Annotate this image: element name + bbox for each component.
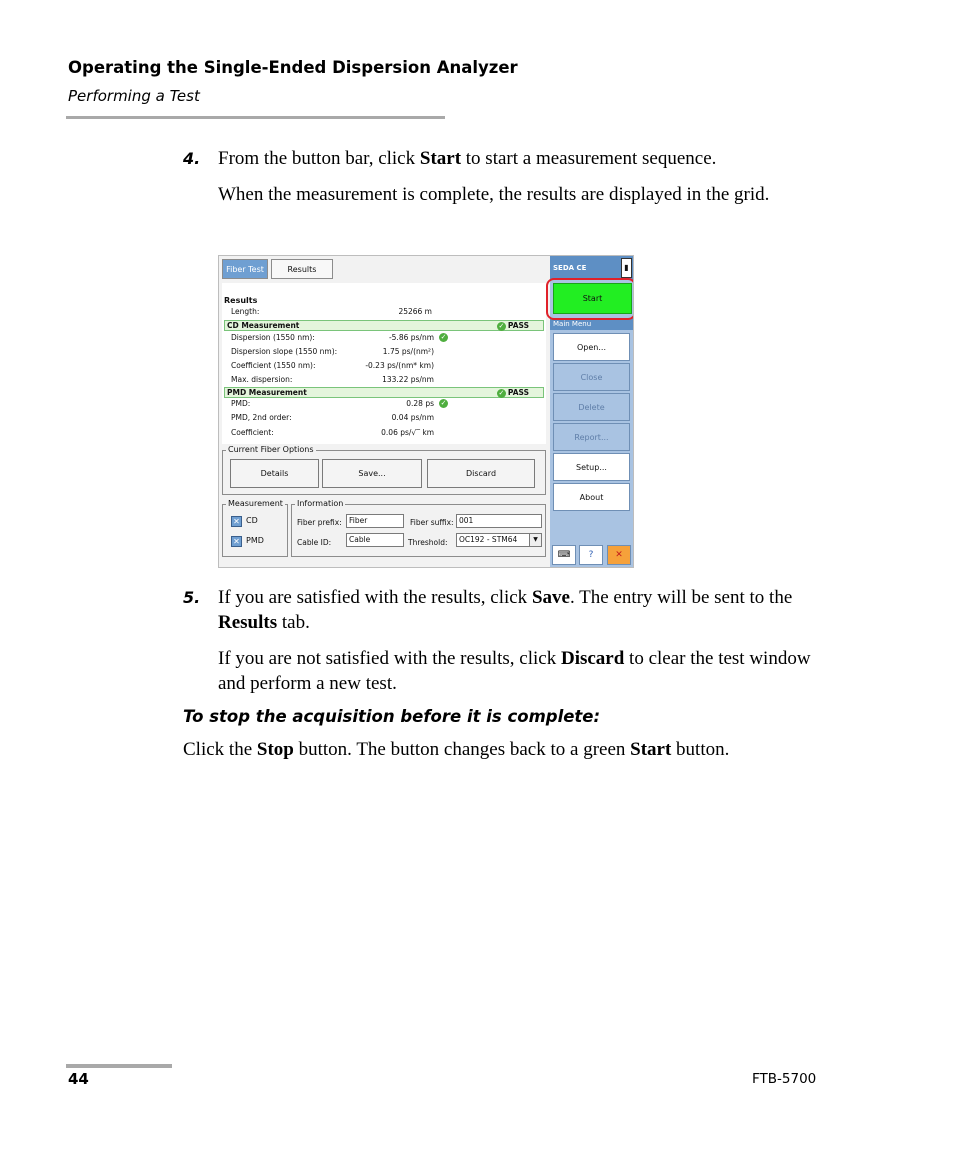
close-button[interactable]: Close: [553, 363, 630, 391]
pmd-pass-badge: ✓ PASS: [498, 388, 529, 397]
procedure-title: To stop the acquisition before it is complete:: [183, 707, 601, 726]
cd-row-label: Dispersion slope (1550 nm):: [231, 347, 338, 356]
check-icon: ✓: [440, 399, 447, 407]
cable-id-label: Cable ID:: [297, 538, 332, 547]
battery-icon: ▮: [621, 258, 632, 278]
procedure-text: Click the Stop button. The button changes back to a green Start button.: [183, 739, 730, 760]
pmd-row-value: 0.06 ps/√‾ km: [381, 428, 434, 437]
measurement-group: [222, 499, 288, 557]
step-5-number: 5.: [183, 588, 201, 607]
cd-row-value: -0.23 ps/(nm* km): [365, 361, 434, 370]
group-label: Information: [297, 499, 344, 508]
fiber-prefix-label: Fiber prefix:: [297, 518, 342, 527]
keyboard-icon[interactable]: ⌨: [552, 545, 576, 565]
header-rule: [66, 116, 445, 119]
cd-pass-badge: ✓ PASS: [498, 321, 529, 330]
start-highlight-ring: [546, 278, 634, 320]
open-button[interactable]: Open...: [553, 333, 630, 361]
exit-icon[interactable]: ✕: [607, 545, 631, 565]
check-icon: ✓: [498, 388, 505, 397]
pmd-checkbox-label: PMD: [246, 536, 264, 545]
step-4-result-text: When the measurement is complete, the results are displayed in the grid.: [218, 184, 770, 205]
pmd-measurement-band: PMD Measurement ✓ PASS: [224, 387, 544, 398]
details-button[interactable]: Details: [230, 459, 319, 488]
discard-button[interactable]: Discard: [427, 459, 535, 488]
pmd-row-value: 0.04 ps/nm: [391, 413, 434, 422]
pmd-row-value: 0.28 ps: [406, 399, 434, 408]
step-4-number: 4.: [183, 149, 201, 168]
tab-fiber-test[interactable]: Fiber Test: [222, 259, 268, 279]
length-label: Length:: [231, 307, 260, 316]
tab-results[interactable]: Results: [271, 259, 333, 279]
results-panel: [222, 283, 546, 444]
save-button[interactable]: Save...: [322, 459, 422, 488]
fiber-suffix-input[interactable]: 001: [456, 514, 542, 528]
check-icon: ✓: [440, 333, 447, 341]
cd-checkbox-label: CD: [246, 516, 258, 525]
current-fiber-options-group: [222, 445, 546, 495]
setup-button[interactable]: Setup...: [553, 453, 630, 481]
chevron-down-icon[interactable]: ▼: [529, 534, 541, 546]
help-icon[interactable]: ?: [579, 545, 603, 565]
cd-row-value: 133.22 ps/nm: [382, 375, 434, 384]
delete-button[interactable]: Delete: [553, 393, 630, 421]
pmd-row-label: PMD, 2nd order:: [231, 413, 292, 422]
results-title: Results: [224, 296, 258, 305]
main-menu-header: Main Menu: [550, 318, 634, 330]
about-button[interactable]: About: [553, 483, 630, 511]
page-number: 44: [68, 1070, 89, 1088]
cd-row-value: -5.86 ps/nm: [388, 333, 434, 342]
app-screenshot: [218, 255, 634, 568]
fiber-prefix-input[interactable]: Fiber: [346, 514, 404, 528]
group-label: Measurement: [228, 499, 283, 508]
cd-measurement-band: CD Measurement ✓ PASS: [224, 320, 544, 331]
threshold-select[interactable]: OC192 - STM64 ▼: [456, 533, 542, 547]
cable-id-input[interactable]: Cable: [346, 533, 404, 547]
cd-row-label: Dispersion (1550 nm):: [231, 333, 315, 342]
report-button[interactable]: Report...: [553, 423, 630, 451]
section-subtitle: Performing a Test: [68, 87, 200, 105]
step-4-text: From the button bar, click Start to start a measurement sequence.: [218, 148, 717, 169]
footer-rule: [66, 1064, 172, 1068]
step-5-text: If you are satisfied with the results, click Save. The entry will be sent to the Results tab.: [218, 587, 793, 633]
cd-row-label: Coefficient (1550 nm):: [231, 361, 316, 370]
check-icon: ✓: [498, 321, 505, 330]
start-button[interactable]: Start: [553, 283, 632, 314]
step-5-discard-text: If you are not satisfied with the results, click Discard to clear the test window and perform a new test.: [218, 648, 811, 694]
app-name: SEDA CE: [550, 256, 634, 280]
pmd-row-label: Coefficient:: [231, 428, 274, 437]
cd-row-label: Max. dispersion:: [231, 375, 293, 384]
fiber-suffix-label: Fiber suffix:: [410, 518, 454, 527]
information-group: [291, 499, 546, 557]
chapter-title: Operating the Single-Ended Dispersion Analyzer: [68, 58, 518, 77]
length-value: 25266 m: [398, 307, 432, 316]
cd-checkbox[interactable]: ✕: [231, 516, 242, 527]
group-label: Current Fiber Options: [228, 445, 314, 454]
cd-row-value: 1.75 ps/(nm²): [382, 347, 434, 356]
threshold-label: Threshold:: [408, 538, 448, 547]
product-name: FTB-5700: [752, 1071, 817, 1087]
pmd-row-label: PMD:: [231, 399, 251, 408]
pmd-checkbox[interactable]: ✕: [231, 536, 242, 547]
